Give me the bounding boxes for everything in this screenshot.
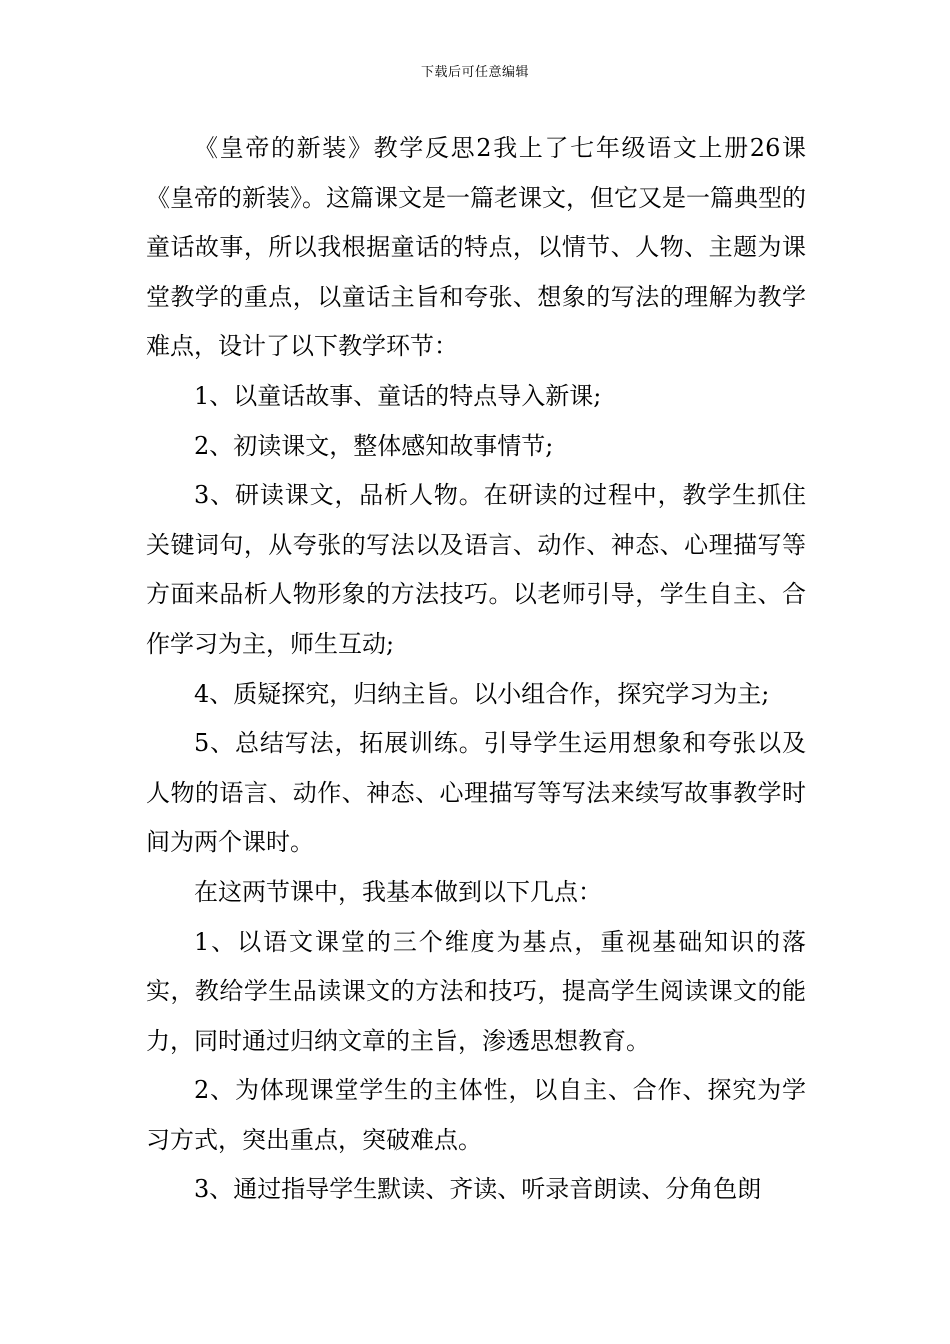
paragraph-summary-intro: 在这两节课中，我基本做到以下几点： (194, 877, 602, 906)
document-body (146, 124, 806, 1215)
paragraph-point-1: 1、以语文课堂的三个维度为基点，重视基础知识的落实，教给学生品读课文的方法和技巧，提高学生阅读课文的能力，同时通过归纳文章的主旨，渗透思想教育。 (146, 927, 806, 1055)
paragraph-point-2: 2、为体现课堂学生的主体性，以自主、合作、探究为学习方式，突出重点，突破难点。 (146, 1076, 806, 1154)
paragraph-step-4: 4、质疑探究，归纳主旨。以小组合作，探究学习为主; (194, 679, 770, 708)
paragraph-step-3: 3、研读课文，品析人物。在研读的过程中，教学生抓住关键词句，从夸张的写法以及语言、动作、神态、心理描写等方面来品析人物形象的方法技巧。以老师引导，学生自主、合作学习为主，师生互动; (146, 481, 806, 658)
paragraph-step-5: 5、总结写法，拓展训练。引导学生运用想象和夸张以及人物的语言、动作、神态、心理描写等写法来续写故事教学时间为两个课时。 (146, 729, 806, 857)
paragraph-step-1: 1、以童话故事、童话的特点导入新课; (194, 381, 602, 410)
paragraph-step-2: 2、初读课文，整体感知故事情节; (194, 431, 554, 460)
page-header: 下载后可任意编辑 (420, 65, 529, 80)
paragraph-intro: 《皇帝的新装》教学反思2我上了七年级语文上册26课《皇帝的新装》。这篇课文是一篇老课文，但它又是一篇典型的童话故事，所以我根据童话的特点，以情节、人物、主题为课堂教学的重点，以童话主旨和夸张、想象的写法的理解为教学难点，设计了以下教学环节： (146, 134, 806, 361)
paragraph-point-3: 3、通过指导学生默读、齐读、听录音朗读、分角色朗 (194, 1175, 762, 1204)
